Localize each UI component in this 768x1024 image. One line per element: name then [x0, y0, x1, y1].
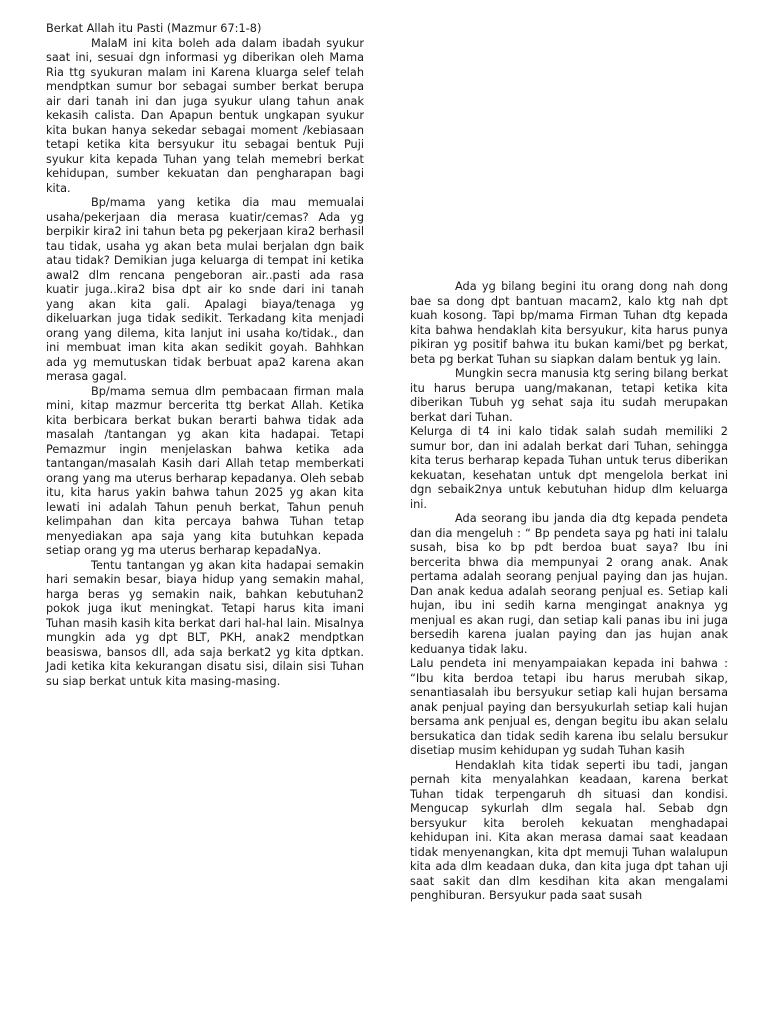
document-title: Berkat Allah itu Pasti (Mazmur 67:1-8) — [46, 22, 262, 35]
paragraph: Mungkin secra manusia ktg sering bilang berkat itu harus berupa uang/makanan, tetapi ketika kita diberikan Tubuh yg sehat saja itu sudah merupakan berkat dari Tuhan. — [410, 367, 728, 424]
paragraph: Kelurga di t4 ini kalo tidak salah sudah memiliki 2 sumur bor, dan ini adalah berkat dari Tuhan, sehingga kita terus berharap kepada Tuhan untuk terus diberikan kekuatan, kesehatan untuk dpt mengelola berkat ini dgn sebaik2nya untuk kebutuhan hidup dlm keluarga ini. — [410, 425, 728, 511]
paragraph: Bp/mama yang ketika dia mau memualai usaha/pekerjaan dia merasa kuatir/cemas? Ada yg berpikir kira2 ini tahun beta pg pekerjaan kira2 berhasil tau tidak, usaha yg akan beta mulai berjalan dgn baik atau tidak? Demikian juga keluarga di tempat ini ketika awal2 dlm rencana pengeboran air..pasti ada rasa kuatir juga..kira2 bisa dpt air ko snde dari ini tanah yang akan kita gali. Apalagi biaya/tenaga yg dikeluarkan juga tidak sedikit. Terkadang kita menjadi orang yang dilema, kita lanjut ini usaha ko/tidak., dan ini membuat iman kita akan sedikit goyah. Bahhkan ada yg memutuskan tidak berbuat apa2 karena akan merasa gagal. — [46, 196, 364, 383]
left-column — [46, 22, 364, 689]
paragraph: Ada seorang ibu janda dia dtg kepada pendeta dan dia mengeluh : “ Bp pendeta saya pg hati ini talalu susah, bisa ko bp pdt berdoa buat saya? Ibu ini bercerita bhwa dia mempunyai 2 orang anak. Anak pertama adalah seorang penjual paying dan jas hujan. Dan anak kedua adalah seorang penjual es. Setiap kali hujan, ibu ini sedih karna mengingat anaknya yg menjual es akan rugi, dan setiap kali panas ibu ini juga bersedih karena jualan paying dan jas hujan anak keduanya tidak laku. — [410, 512, 728, 656]
paragraph: Ada yg bilang begini itu orang dong nah dong bae sa dong dpt bantuan macam2, kalo ktg nah dpt kuah kosong. Tapi bp/mama Firman Tuhan dtg kepada kita bahwa hendaklah kita bersyukur, kita harus punya pikiran yg positif bahwa itu bukan kami/bet pg berkat, beta pg berkat Tuhan su siapkan dalam bentuk yg lain. — [410, 280, 728, 366]
paragraph: Tentu tantangan yg akan kita hadapai semakin hari semakin besar, biaya hidup yang semakin mahal, harga beras yg semakin naik, bahkan kebutuhan2 pokok juga ikut meningkat. Tetapi harus kita imani Tuhan masih kasih kita berkat dari hal-hal lain. Misalnya mungkin ada yg dpt BLT, PKH, anak2 mendptkan beasiswa, bansos dll, ada saja berkat2 yg kita dptkan. Jadi ketika kita kekurangan disatu sisi, dilain sisi Tuhan su siap berkat untuk kita masing-masing. — [46, 558, 364, 688]
paragraph: Lalu pendeta ini menyampaiakan kepada ini bahwa : “Ibu kita berdoa tetapi ibu harus merubah sikap, senantiasalah ibu bersyukur setiap kali hujan bersama anak penjual paying dan bersyukurlah setiap kali hujan bersama ank penjual es, dengan begitu ibu akan selalu bersukatica dan tidak sedih karena ibu selalu bersukur disetiap musim kehidupan yg sudah Tuhan kasih — [410, 657, 728, 757]
paragraph: Hendaklah kita tidak seperti ibu tadi, jangan pernah kita menyalahkan keadaan, karena berkat Tuhan tidak terpengaruh dh situasi dan kondisi. Mengucap sykurlah dlm segala hal. Sebab dgn bersyukur kita beroleh kekuatan menghadapai kehidupan ini. Kita akan merasa damai saat keadaan tidak menyenangkan, kita dpt memuji Tuhan walalupun kita ada dlm keadaan duka, dan kita juga dpt tahan uji saat sakit dan dlm kesdihan kita akan mengalami penghiburan. Bersyukur pada saat susah — [410, 758, 728, 902]
right-column — [410, 280, 728, 904]
paragraph: Bp/mama semua dlm pembacaan firman mala mini, kitap mazmur bercerita ttg berkat Allah. Ketika kita berbicara berkat bukan berarti bahwa tidak ada masalah /tantangan yg akan kita hadapai. Tetapi Pemazmur ingin menjelaskan bahwa ketika ada tantangan/masalah Kasih dari Allah tetap memberkati orang yang ma uterus berharap kepadanya. Oleh sebab itu, kita harus yakin bahwa tahun 2025 yg akan kita lewati ini adalah Tahun penuh berkat, Tahun penuh kelimpahan dan kita percaya bahwa Tuhan tetap menyediakan apa saja yang kita butuhkan kepada setiap orang yg ma uterus berharap kepadaNya. — [46, 384, 364, 557]
paragraph: MalaM ini kita boleh ada dalam ibadah syukur saat ini, sesuai dgn informasi yg diberikan oleh Mama Ria ttg syukuran malam ini Karena kluarga selef telah mendptkan sumur bor sebagai sumber berkat berupa air dari tanah ini dan juga syukur ulang tahun anak kekasih calista. Dan Apapun bentuk ungkapan syukur kita bukan hanya sekedar sebagai moment /kebiasaan tetapi ketika kita bersyukur itu sebagai bentuk Puji syukur kita kepada Tuhan yang telah memebri berkat kehidupan, sumber kekuatan dan pengharapan bagi kita. — [46, 36, 364, 195]
